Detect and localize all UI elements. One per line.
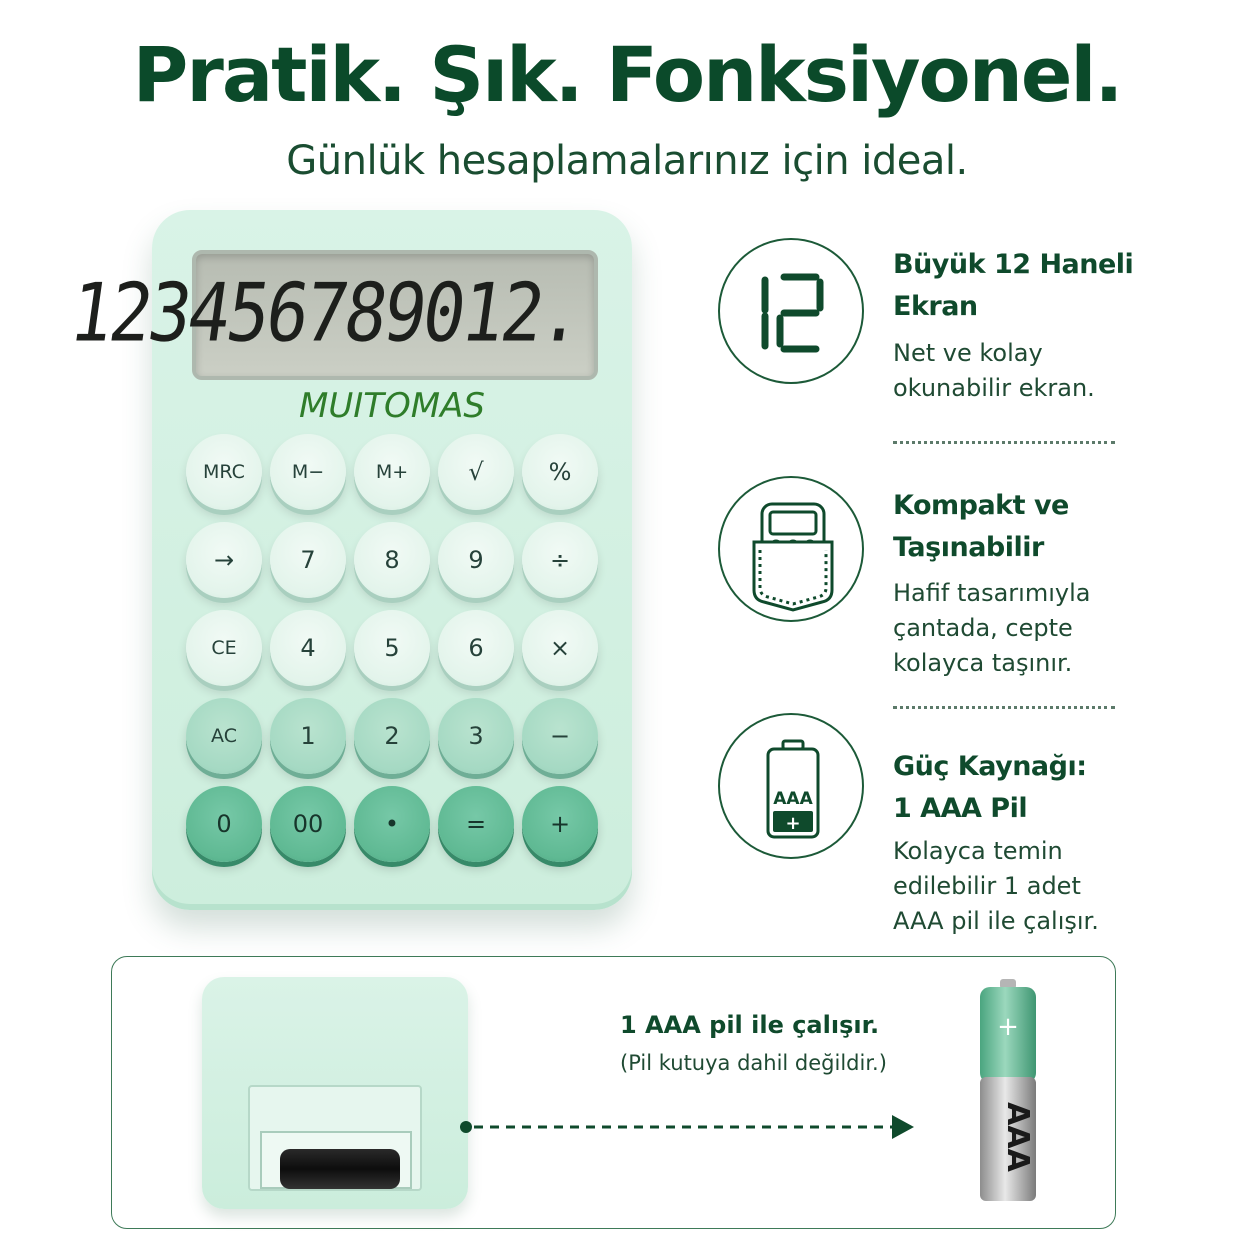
key-9[interactable]: 9 (438, 522, 514, 598)
key-m-minus[interactable]: M− (270, 434, 346, 510)
digit-12-icon (718, 238, 864, 384)
key-7[interactable]: 7 (270, 522, 346, 598)
battery-icon (718, 713, 864, 859)
battery-type-label: AAA (1000, 1102, 1035, 1172)
key-6[interactable]: 6 (438, 610, 514, 686)
battery-info-subtitle: (Pil kutuya dahil değildir.) (620, 1051, 887, 1075)
aaa-battery (978, 977, 1038, 1209)
pocket-icon-svg (720, 478, 866, 624)
key-equals[interactable]: = (438, 786, 514, 862)
key-multiply[interactable]: × (522, 610, 598, 686)
key-divide[interactable]: ÷ (522, 522, 598, 598)
calculator-display (64, 250, 598, 380)
headline: Pratik. Şık. Fonksiyonel. (132, 30, 1122, 119)
installed-battery (280, 1149, 400, 1189)
key-minus[interactable]: − (522, 698, 598, 774)
key-m-plus[interactable]: M+ (354, 434, 430, 510)
keypad (186, 434, 606, 874)
feature-description: Net ve kolay okunabilir ekran. (893, 339, 1095, 402)
key-0[interactable]: 0 (186, 786, 262, 862)
feature-description: Kolayca temin edilebilir 1 adet AAA pil ile çalışır. (893, 837, 1099, 935)
digit-12-icon-svg (720, 240, 866, 386)
key-decimal[interactable]: • (354, 786, 430, 862)
key-1[interactable]: 1 (270, 698, 346, 774)
dashed-arrow (456, 1111, 916, 1151)
feature-title: Büyük 12 Haneli Ekran (893, 249, 1134, 322)
key-backspace[interactable]: → (186, 522, 262, 598)
battery-plus-sign: + (785, 813, 801, 834)
brand-logo: MUITOMAS (299, 386, 485, 426)
key-3[interactable]: 3 (438, 698, 514, 774)
battery-icon-svg (720, 715, 866, 861)
calculator-back (202, 977, 468, 1209)
key-percent[interactable]: % (522, 434, 598, 510)
key-plus[interactable]: + (522, 786, 598, 862)
key-ce[interactable]: CE (186, 610, 262, 686)
battery-compartment (248, 1085, 422, 1191)
subheadline: Günlük hesaplamalarınız için ideal. (286, 138, 968, 184)
battery-icon-label: AAA (773, 789, 813, 809)
key-8[interactable]: 8 (354, 522, 430, 598)
aaa-battery-svg (978, 977, 1038, 1209)
feature-title: Kompakt ve Taşınabilir (893, 490, 1069, 563)
calculator (64, 210, 632, 910)
calculator-in-pocket-icon (718, 476, 864, 622)
feature-description: Hafif tasarımıyla çantada, cepte kolayca taşınır. (893, 579, 1091, 677)
feature-title: Güç Kaynağı: 1 AAA Pil (893, 751, 1087, 824)
divider (893, 706, 1115, 709)
key-2[interactable]: 2 (354, 698, 430, 774)
key-4[interactable]: 4 (270, 610, 346, 686)
battery-plus: + (997, 1012, 1019, 1042)
key-00[interactable]: 00 (270, 786, 346, 862)
divider (893, 441, 1115, 444)
key-ac[interactable]: AC (186, 698, 262, 774)
battery-info-box (111, 956, 1116, 1229)
key-5[interactable]: 5 (354, 610, 430, 686)
key-mrc[interactable]: MRC (186, 434, 262, 510)
display-digits: 123456789012. (64, 265, 587, 361)
battery-info-title: 1 AAA pil ile çalışır. (620, 1011, 880, 1039)
key-sqrt[interactable]: √ (438, 434, 514, 510)
